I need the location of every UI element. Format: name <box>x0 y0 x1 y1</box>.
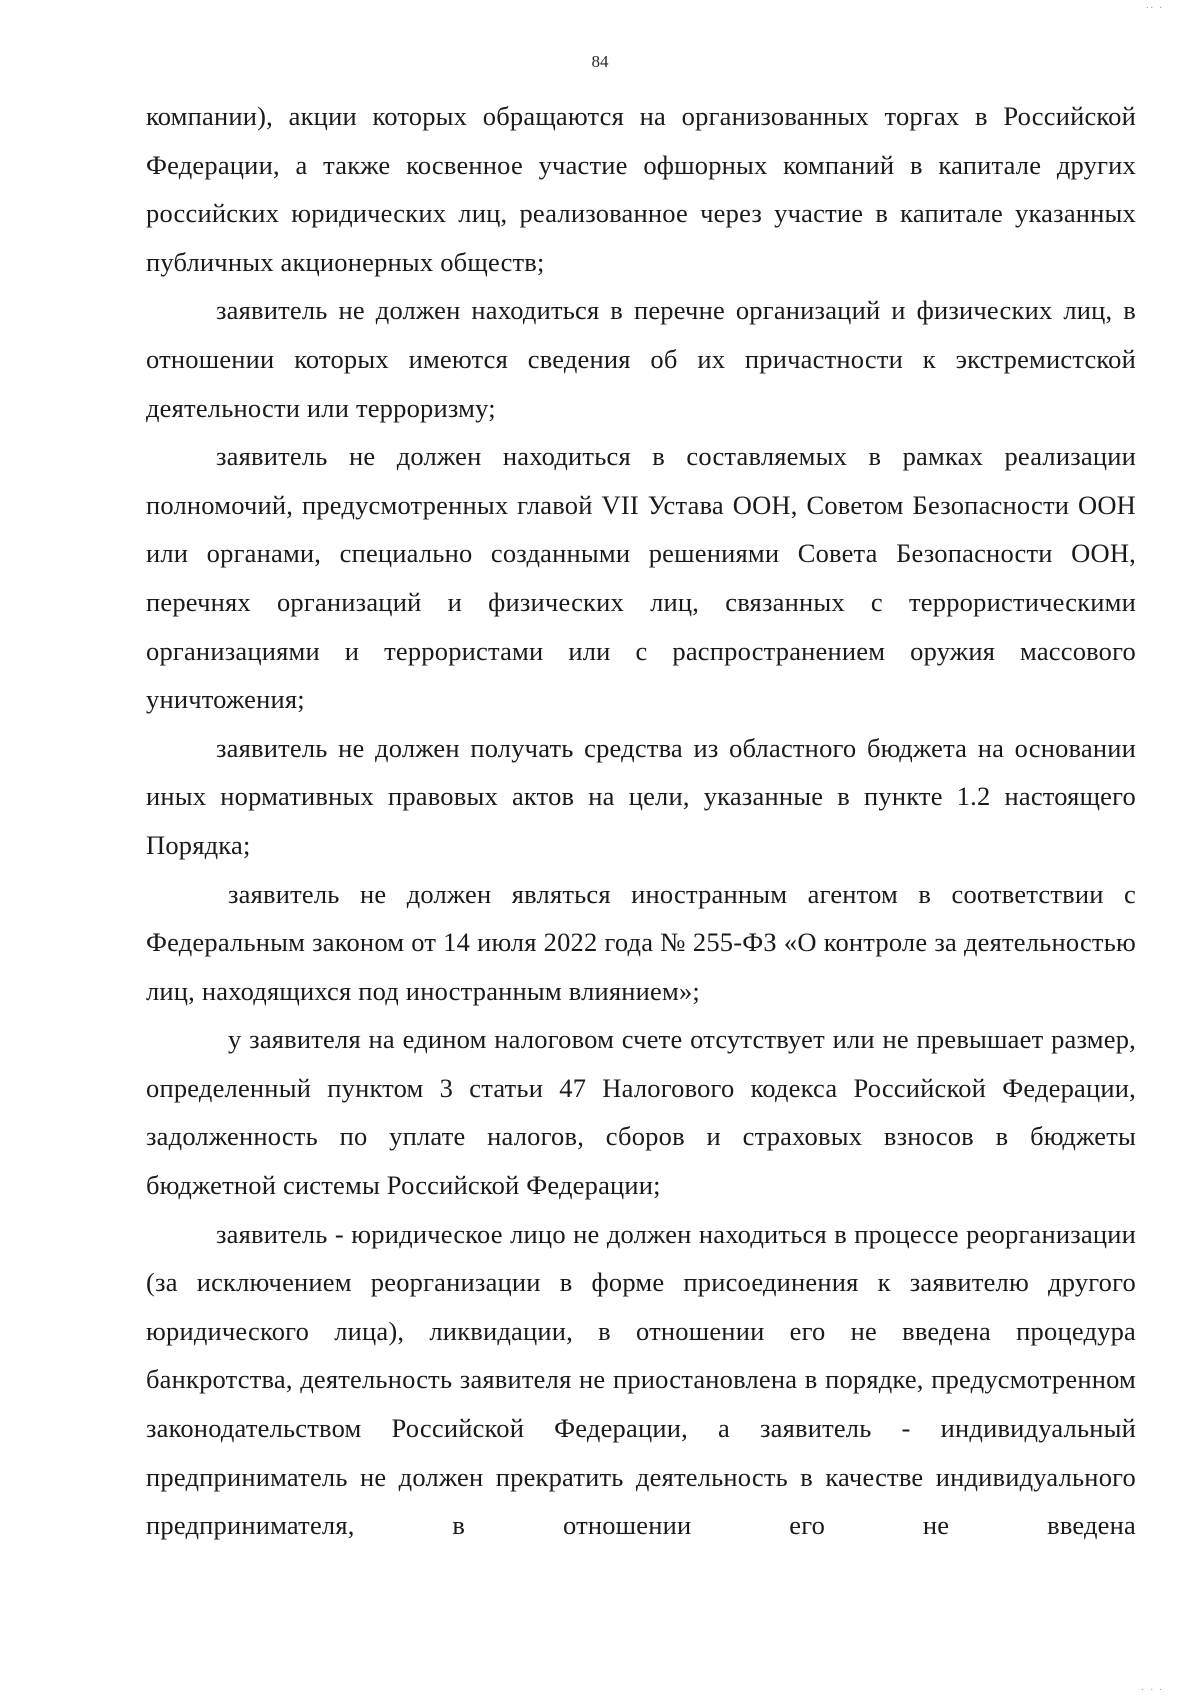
scan-artifact-mark: .. . <box>1146 0 1164 11</box>
paragraph-foreign-agent: заявитель не должен являться иностранным агентом в соответствии с Федеральным законом от 14 июля 2022 года № 255-ФЗ «О контроле за деятельностью лиц, находящихся под иностранным влиянием»; <box>146 878 1136 1006</box>
paragraph-reorganization-liquidation: заявитель - юридическое лицо не должен находиться в процессе реорганизации (за исключением реорганизации в форме присоединения к заявителю другого юридического лица), ликвидации, в отношении его не введена процедура банкротства, деятельность заявителя не приостановлена в порядке, предусмотренном законодательством Российской Федерации, а заявитель - индивидуальный предприниматель не должен прекратить деятельность в качестве индивидуального предпринимателя, в отношении его не введена <box>146 1218 1136 1541</box>
paragraph-extremism-list: заявитель не должен находиться в перечне организаций и физических лиц, в отношении которых имеются сведения об их причастности к экстремистской деятельности или терроризму; <box>146 295 1136 423</box>
body-text <box>146 92 1136 1550</box>
paragraph-offshore-participation: компании), акции которых обращаются на организованных торгах в Российской Федерации, а также косвенное участие офшорных компаний в капитале других российских юридических лиц, реализованное через участие в капитале указанных публичных акционерных обществ; <box>146 101 1136 277</box>
scan-artifact-mark: . . . <box>1141 1682 1164 1693</box>
paragraph-regional-budget-funds: заявитель не должен получать средства из областного бюджета на основании иных нормативных правовых актов на цели, указанные в пункте 1.2 настоящего Порядка; <box>146 732 1136 860</box>
page-number: 84 <box>591 52 609 71</box>
paragraph-un-sanctions-list: заявитель не должен находиться в составляемых в рамках реализации полномочий, предусмотренных главой VII Устава ООН, Советом Безопасности ООН или органами, специально созданными решениями Совета Безопасности ООН, перечнях организаций и физических лиц, связанных с террористическими организациями и террористами или с распространением оружия массового уничтожения; <box>146 441 1136 715</box>
paragraph-tax-debt: у заявителя на едином налоговом счете отсутствует или не превышает размер, определенный пунктом 3 статьи 47 Налогового кодекса Российской Федерации, задолженность по уплате налогов, сборов и страховых взносов в бюджеты бюджетной системы Российской Федерации; <box>146 1024 1136 1201</box>
